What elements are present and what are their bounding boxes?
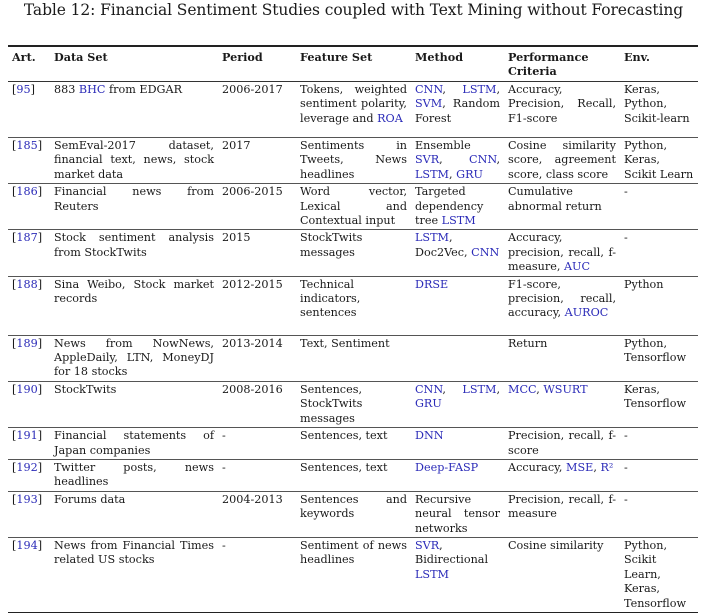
- cell-art: [186]: [8, 184, 50, 230]
- ref-link[interactable]: SVM: [415, 97, 443, 111]
- ref-link[interactable]: CNN: [415, 83, 443, 96]
- method-text: , Doc2Vec,: [415, 231, 472, 259]
- method-text: Targeted dependency tree: [415, 185, 484, 228]
- performance-text: F1-score, precision, recall, accuracy,: [508, 277, 616, 320]
- method-text: ,: [442, 382, 463, 396]
- performance-text: Accuracy, Precision, Recall, F1-score: [508, 83, 616, 125]
- method-text: ,: [496, 153, 500, 167]
- table-row: [8, 381, 698, 427]
- dataset-text: SemEval-2017 dataset, financial text, news, stock market data: [54, 139, 214, 181]
- performance-text: Cumulative abnormal return: [508, 185, 602, 213]
- cell-performance: [504, 138, 620, 184]
- performance-text: Accuracy,: [508, 460, 567, 474]
- dataset-text: 883: [54, 83, 79, 96]
- cell-dataset: [50, 184, 218, 230]
- performance-text: Cosine similarity score, agreement score, class score: [508, 139, 616, 181]
- cell-period: 2012-2015: [218, 276, 296, 335]
- cell-dataset: [50, 491, 218, 537]
- ref-link[interactable]: CNN: [471, 245, 500, 259]
- cell-dataset: [50, 82, 218, 138]
- ref-link[interactable]: ROA: [377, 111, 403, 125]
- cell-env: Keras, Tensorflow: [620, 381, 698, 427]
- cell-features: [296, 381, 411, 427]
- ref-link[interactable]: R²: [600, 460, 614, 474]
- ref-link[interactable]: AUROC: [564, 306, 609, 320]
- header-dataset: Data Set: [50, 46, 218, 82]
- cell-dataset: [50, 335, 218, 381]
- cell-method: [411, 537, 504, 612]
- ref-link[interactable]: BHC: [78, 83, 106, 96]
- cell-performance: [504, 184, 620, 230]
- cell-dataset: [50, 276, 218, 335]
- dataset-text: Forums data: [54, 492, 126, 506]
- ref-link[interactable]: CNN: [415, 382, 443, 396]
- cell-art: [188]: [8, 276, 50, 335]
- cell-method: [411, 381, 504, 427]
- cell-art: [95]: [8, 82, 50, 138]
- ref-link[interactable]: AUC: [563, 260, 591, 274]
- cell-period: -: [218, 537, 296, 612]
- method-text: Ensemble: [415, 139, 471, 152]
- ref-link[interactable]: LSTM: [462, 83, 497, 96]
- cell-dataset: [50, 537, 218, 612]
- cell-method: [411, 138, 504, 184]
- ref-link[interactable]: MCC: [508, 382, 537, 396]
- cell-method: [411, 428, 504, 460]
- cell-performance: [504, 82, 620, 138]
- cell-env: Python, Tensorflow: [620, 335, 698, 381]
- ref-link[interactable]: LSTM: [462, 382, 497, 396]
- cell-period: 2006-2015: [218, 184, 296, 230]
- header-env: Env.: [620, 46, 698, 82]
- cell-performance: [504, 335, 620, 381]
- cell-period: 2004-2013: [218, 491, 296, 537]
- cell-env: Keras, Python, Scikit-learn: [620, 82, 698, 138]
- ref-link[interactable]: LSTM: [415, 167, 450, 181]
- ref-link[interactable]: GRU: [456, 167, 483, 181]
- cell-method: [411, 276, 504, 335]
- cell-art: [187]: [8, 230, 50, 276]
- ref-link[interactable]: LSTM: [415, 231, 450, 245]
- table-caption: Table 12: Financial Sentiment Studies coupled with Text Mining without Forecasting: [23, 1, 684, 19]
- method-text: ,: [439, 153, 470, 167]
- cell-dataset: [50, 459, 218, 491]
- table-row: [8, 184, 698, 230]
- cell-period: 2008-2016: [218, 381, 296, 427]
- citation-link[interactable]: 189: [16, 336, 38, 350]
- table-row: [8, 335, 698, 381]
- cell-performance: [504, 381, 620, 427]
- cell-features: [296, 138, 411, 184]
- cell-period: -: [218, 459, 296, 491]
- method-text: , Bidirectional: [415, 538, 489, 567]
- cell-env: -: [620, 184, 698, 230]
- header-features: Feature Set: [296, 46, 411, 82]
- dataset-text: Sina Weibo, Stock market records: [54, 277, 214, 306]
- studies-table: [8, 45, 698, 613]
- features-text: Sentiment of news headlines: [300, 538, 407, 567]
- cell-art: [191]: [8, 428, 50, 460]
- features-text: Sentences, StockTwits messages: [300, 382, 363, 425]
- header-period: Period: [218, 46, 296, 82]
- features-text: StockTwits messages: [300, 231, 363, 259]
- table-row: [8, 138, 698, 184]
- method-text: ,: [442, 83, 463, 96]
- citation-link[interactable]: 192: [16, 460, 38, 474]
- citation-link[interactable]: 186: [16, 185, 38, 199]
- cell-dataset: [50, 381, 218, 427]
- performance-text: ,: [536, 382, 544, 396]
- dataset-text: from EDGAR: [105, 83, 182, 96]
- table-row: [8, 230, 698, 276]
- citation-link[interactable]: 194: [16, 538, 38, 552]
- cell-features: [296, 82, 411, 138]
- cell-features: [296, 184, 411, 230]
- cell-env: -: [620, 459, 698, 491]
- table-row: [8, 491, 698, 537]
- method-text: ,: [496, 382, 500, 396]
- performance-text: Return: [508, 336, 548, 350]
- cell-period: 2017: [218, 138, 296, 184]
- performance-text: Cosine similarity: [508, 538, 604, 552]
- method-text: , Random Forest: [415, 97, 500, 125]
- features-text: Word vector, Lexical and Contextual input: [300, 185, 407, 228]
- cell-period: -: [218, 428, 296, 460]
- cell-art: [194]: [8, 537, 50, 612]
- ref-link[interactable]: Deep-FASP: [415, 460, 479, 474]
- features-text: Tokens, weighted sentiment polarity, leverage and: [300, 83, 407, 125]
- cell-performance: [504, 276, 620, 335]
- cell-performance: [504, 428, 620, 460]
- ref-link[interactable]: LSTM: [415, 567, 450, 581]
- cell-features: [296, 230, 411, 276]
- ref-link[interactable]: DNN: [415, 429, 444, 443]
- dataset-text: News from Financial Times related US stocks: [54, 538, 214, 567]
- method-text: ,: [449, 167, 457, 181]
- performance-text: ,: [593, 460, 601, 474]
- cell-method: [411, 230, 504, 276]
- features-text: Sentences, text: [300, 460, 388, 474]
- method-text: Recursive neural tensor networks: [415, 492, 500, 535]
- ref-link[interactable]: MSE: [566, 460, 594, 474]
- cell-art: [189]: [8, 335, 50, 381]
- citation-link[interactable]: 190: [16, 382, 38, 396]
- cell-env: -: [620, 230, 698, 276]
- cell-features: [296, 491, 411, 537]
- cell-period: 2015: [218, 230, 296, 276]
- ref-link[interactable]: SVR: [415, 153, 440, 167]
- citation-link[interactable]: 191: [16, 429, 38, 443]
- dataset-text: Twitter posts, news headlines: [54, 460, 214, 489]
- cell-dataset: [50, 230, 218, 276]
- cell-features: [296, 428, 411, 460]
- features-text: Text, Sentiment: [300, 336, 390, 350]
- citation-link[interactable]: 193: [16, 492, 38, 506]
- cell-dataset: [50, 428, 218, 460]
- cell-art: [185]: [8, 138, 50, 184]
- cell-env: Python, Keras, Scikit Learn: [620, 138, 698, 184]
- table-row: [8, 82, 698, 138]
- dataset-text: Stock sentiment analysis from StockTwits: [54, 231, 214, 259]
- cell-features: [296, 335, 411, 381]
- cell-method: [411, 82, 504, 138]
- performance-text: Accuracy, precision, recall, f-measure,: [508, 231, 616, 274]
- method-text: ,: [496, 83, 500, 96]
- dataset-text: Financial news from Reuters: [54, 185, 214, 213]
- cell-features: [296, 459, 411, 491]
- performance-text: Precision, recall, f-measure: [508, 492, 616, 521]
- dataset-text: StockTwits: [54, 382, 117, 396]
- cell-features: [296, 276, 411, 335]
- cell-method: [411, 491, 504, 537]
- dataset-text: Financial statements of Japan companies: [54, 429, 214, 457]
- dataset-text: News from NowNews, AppleDaily, LTN, MoneyDJ for 18 stocks: [54, 336, 214, 379]
- header-art: Art.: [8, 46, 50, 82]
- performance-text: Precision, recall, f-score: [508, 429, 616, 457]
- features-text: Sentences, text: [300, 429, 388, 443]
- cell-performance: [504, 230, 620, 276]
- table-row: [8, 459, 698, 491]
- features-text: Sentences and keywords: [300, 492, 407, 521]
- cell-env: Python: [620, 276, 698, 335]
- cell-env: -: [620, 428, 698, 460]
- features-text: Technical indicators, sentences: [300, 277, 361, 320]
- table-row: [8, 537, 698, 612]
- cell-method: [411, 184, 504, 230]
- citation-link[interactable]: 95: [16, 83, 31, 96]
- header-method: Method: [411, 46, 504, 82]
- cell-env: Python, Scikit Learn, Keras, Tensorflow: [620, 537, 698, 612]
- features-text: Sentiments in Tweets, News headlines: [300, 139, 407, 181]
- cell-features: [296, 537, 411, 612]
- cell-art: [192]: [8, 459, 50, 491]
- cell-method: [411, 335, 504, 381]
- cell-period: 2013-2014: [218, 335, 296, 381]
- citation-link[interactable]: 187: [16, 231, 38, 245]
- cell-art: [190]: [8, 381, 50, 427]
- table-row: [8, 428, 698, 460]
- cell-performance: [504, 537, 620, 612]
- cell-period: 2006-2017: [218, 82, 296, 138]
- cell-performance: [504, 491, 620, 537]
- table-row: [8, 276, 698, 335]
- cell-method: [411, 459, 504, 491]
- ref-link[interactable]: WSURT: [543, 382, 588, 396]
- ref-link[interactable]: DRSE: [415, 277, 449, 291]
- header-row: [8, 46, 698, 82]
- header-performance: Performance Criteria: [504, 46, 620, 82]
- ref-link[interactable]: SVR: [415, 538, 440, 552]
- ref-link[interactable]: LSTM: [441, 214, 476, 228]
- citation-link[interactable]: 188: [16, 277, 38, 291]
- ref-link[interactable]: CNN: [469, 153, 497, 167]
- cell-performance: [504, 459, 620, 491]
- cell-art: [193]: [8, 491, 50, 537]
- cell-env: -: [620, 491, 698, 537]
- cell-dataset: [50, 138, 218, 184]
- ref-link[interactable]: GRU: [415, 397, 442, 411]
- citation-link[interactable]: 185: [16, 139, 38, 152]
